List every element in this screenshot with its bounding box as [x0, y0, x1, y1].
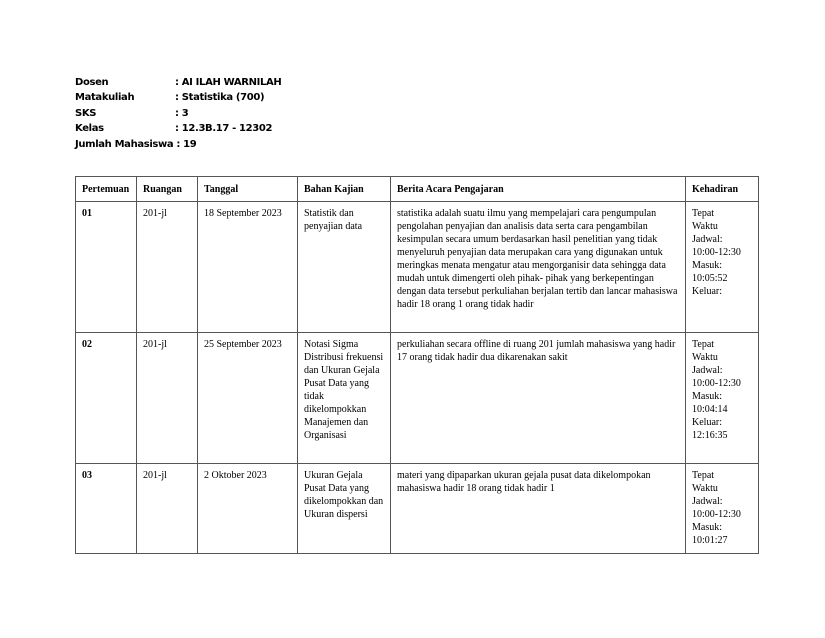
cell-tanggal: 18 September 2023: [198, 202, 298, 333]
kehadiran-jadwal-label: Jadwal:: [692, 496, 723, 507]
info-row-sks: [75, 106, 281, 121]
cell-berita-acara: perkuliahan secara offline di ruang 201 jumlah mahasiswa yang hadir 17 orang tidak hadir dua dikarenakan sakit: [391, 333, 686, 464]
table-row: [76, 333, 759, 464]
cell-pertemuan: 02: [76, 333, 137, 464]
cell-tanggal: 2 Oktober 2023: [198, 464, 298, 554]
header-ruangan: Ruangan: [137, 177, 198, 202]
dosen-value: : AI ILAH WARNILAH: [175, 77, 282, 88]
cell-kehadiran: [686, 464, 759, 554]
jumlah-label: Jumlah Mahasiswa: [75, 138, 174, 150]
header-berita-acara: Berita Acara Pengajaran: [391, 177, 686, 202]
table-header-row: [76, 177, 759, 202]
kehadiran-waktu-label: Waktu: [692, 483, 718, 494]
cell-berita-acara: statistika adalah suatu ilmu yang mempelajari cara pengumpulan pengolahan penyajian dan analisis data serta cara pengambilan kesimpulan secara umum berdasarkan hasil penelitian yang tidak menyeluruh penyajian data merupakan cara yang digunakan untuk meringkas menata mengatur atau mengorganisir data sehingga data mudah untuk dimengerti oleh pihak- pihak yang berkepentingan dengan data tersebut perkuliahan berjalan tertib dan lancar mahasiswa hadir 18 orang 1 orang tidak hadir: [391, 202, 686, 333]
course-info: [75, 75, 281, 152]
schedule-table: [75, 176, 759, 554]
dosen-label: Dosen: [75, 77, 109, 88]
table-row: [76, 202, 759, 333]
kehadiran-masuk-label: Masuk:: [692, 522, 722, 533]
info-row-dosen: [75, 75, 281, 90]
kehadiran-masuk: 10:05:52: [692, 273, 728, 284]
kehadiran-jadwal: 10:00-12:30: [692, 378, 741, 389]
kehadiran-jadwal-label: Jadwal:: [692, 365, 723, 376]
kehadiran-status: Tepat: [692, 339, 715, 350]
kelas-value: : 12.3B.17 - 12302: [175, 123, 273, 135]
cell-bahan-kajian: Notasi Sigma Distribusi frekuensi dan Ukuran Gejala Pusat Data yang tidak dikelompokkan Manajemen dan Organisasi: [298, 333, 391, 464]
kehadiran-jadwal: 10:00-12:30: [692, 247, 741, 258]
kehadiran-masuk-label: Masuk:: [692, 260, 722, 271]
kehadiran-jadwal-label: Jadwal:: [692, 234, 723, 245]
kehadiran-waktu-label: Waktu: [692, 352, 718, 363]
header-kehadiran: Kehadiran: [686, 177, 759, 202]
info-row-kelas: [75, 121, 281, 136]
cell-bahan-kajian: Ukuran Gejala Pusat Data yang dikelompokkan dan Ukuran dispersi: [298, 464, 391, 554]
cell-berita-acara: materi yang dipaparkan ukuran gejala pusat data dikelompokan mahasiswa hadir 18 orang tidak hadir 1: [391, 464, 686, 554]
matakuliah-label: Matakuliah: [75, 92, 135, 104]
matakuliah-value: : Statistika (700): [175, 92, 265, 104]
header-bahan-kajian: Bahan Kajian: [298, 177, 391, 202]
kehadiran-keluar-label: Keluar:: [692, 286, 722, 297]
kehadiran-status: Tepat: [692, 208, 715, 219]
table-row: [76, 464, 759, 554]
cell-tanggal: 25 September 2023: [198, 333, 298, 464]
kehadiran-masuk-label: Masuk:: [692, 391, 722, 402]
info-row-jumlah: [75, 137, 281, 152]
cell-pertemuan: 03: [76, 464, 137, 554]
cell-ruangan: 201-jl: [137, 464, 198, 554]
info-row-matakuliah: [75, 90, 281, 105]
cell-ruangan: 201-jl: [137, 333, 198, 464]
cell-kehadiran: [686, 202, 759, 333]
cell-kehadiran: [686, 333, 759, 464]
kehadiran-masuk: 10:04:14: [692, 404, 728, 415]
kehadiran-status: Tepat: [692, 470, 715, 481]
kehadiran-masuk: 10:01:27: [692, 535, 728, 546]
kehadiran-jadwal: 10:00-12:30: [692, 509, 741, 520]
kelas-label: Kelas: [75, 123, 104, 135]
header-tanggal: Tanggal: [198, 177, 298, 202]
kehadiran-waktu-label: Waktu: [692, 221, 718, 232]
cell-bahan-kajian: Statistik dan penyajian data: [298, 202, 391, 333]
sks-label: SKS: [75, 107, 97, 119]
kehadiran-keluar: 12:16:35: [692, 430, 728, 441]
sks-value: : 3: [175, 107, 189, 119]
cell-pertemuan: 01: [76, 202, 137, 333]
cell-ruangan: 201-jl: [137, 202, 198, 333]
kehadiran-keluar-label: Keluar:: [692, 417, 722, 428]
jumlah-value: : 19: [176, 138, 197, 150]
header-pertemuan: Pertemuan: [76, 177, 137, 202]
